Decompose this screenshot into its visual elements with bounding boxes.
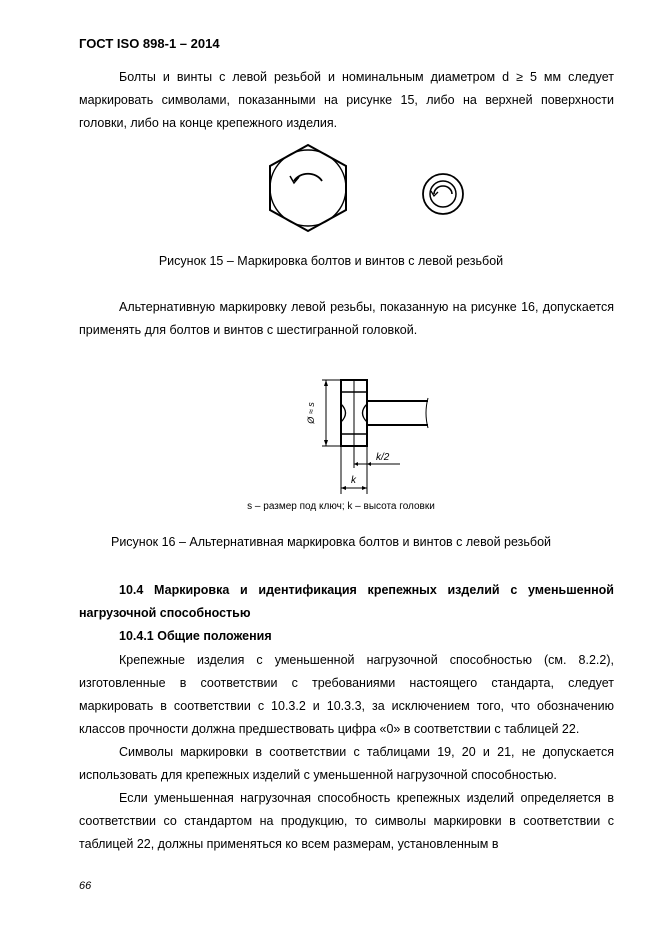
figure15-screw-end-drawing — [421, 172, 465, 216]
paragraph-product-standard: Если уменьшенная нагрузочная способность крепежных изделий определяется в соответствии со стандартом на продукцию, то символы маркировки в соответствии с таблицей 22, должны применяться ко всем размерам, установленным в — [79, 791, 614, 851]
figure15-hex-head-drawing — [264, 143, 352, 233]
figure15-caption: Рисунок 15 – Маркировка болтов и винтов с левой резьбой — [158, 254, 504, 268]
document-header: ГОСТ ISO 898-1 – 2014 — [79, 36, 220, 51]
subsection-heading: 10.4.1 Общие положения — [119, 629, 272, 643]
figure16-k-label: k — [351, 475, 356, 486]
paragraph-left-thread-marking: Болты и винты с левой резьбой и номинальным диаметром d ≥ 5 мм следует маркировать символами, показанными на рисунке 15, либо на верхней поверхности головки, либо на конце крепежного изделия. — [79, 70, 614, 130]
paragraph-reduced-capacity-marking: Крепежные изделия с уменьшенной нагрузочной способностью (см. 8.2.2), изготовленные в соответствии с требованиями настоящего стандарта, следует маркировать в соответствии с 10.3.2 и 10.3.3, за исключением того, что обозначению классов прочности должна предшествовать цифра «0» в соответствии с таблицей 22. — [79, 653, 614, 736]
paragraph-alternative-marking: Альтернативную маркировку левой резьбы, показанную на рисунке 16, допускается применять для болтов и винтов с шестигранной головкой. — [79, 300, 614, 337]
figure16-half-k-label: k/2 — [376, 452, 390, 463]
paragraph-symbols-not-allowed: Символы маркировки в соответствии с таблицами 19, 20 и 21, не допускается использовать для крепежных изделий с уменьшенной нагрузочной способностью. — [79, 745, 614, 782]
figure16-caption: Рисунок 16 – Альтернативная маркировка болтов и винтов с левой резьбой — [110, 535, 551, 549]
section-heading: 10.4 Маркировка и идентификация крепежных изделий с уменьшенной нагрузочной способностью — [79, 583, 614, 620]
figure16-legend: s – размер под ключ; k – высота головки — [247, 501, 435, 512]
figure16-bolt-side-drawing — [300, 372, 430, 496]
page-number: 66 — [79, 880, 92, 892]
figure16-diameter-label: Ø ≈ s — [306, 402, 316, 424]
